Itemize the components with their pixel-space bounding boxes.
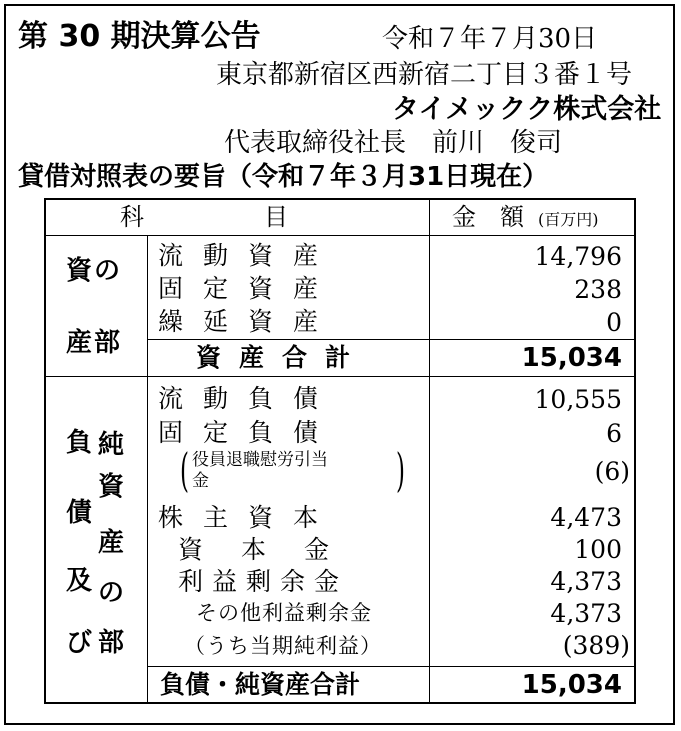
header-divider [44,235,636,236]
liab-label-left: 負 [66,428,93,458]
liability-row-value: 10,555 [534,385,622,414]
close-paren: ) [396,443,405,497]
capital-row-name: 資本金 [178,535,368,564]
grand-total-label: 負債・純資産合計 [160,670,361,699]
balance-sheet-table [44,198,636,704]
net-income-name: （うち当期純利益） [184,634,382,658]
asset-row-name: 繰延資産 [158,307,339,336]
liability-row-name: 固定負債 [158,418,339,447]
header-amount: 金 額 [452,203,524,231]
assets-section-label-top: 資の [66,256,123,286]
asset-row-name: 流動資産 [158,241,339,270]
liab-label-left: 債 [66,498,93,528]
other-retained-earnings-name: その他利益剰余金 [196,601,372,625]
retained-earnings-name: 利益剰余金 [178,567,349,596]
open-paren: ( [180,443,189,497]
header-subject: 科 目 [120,203,288,231]
assets-total-label: 資産合計 [196,343,369,372]
header-unit: (百万円) [538,210,599,229]
company-address: 東京都新宿区西新宿二丁目３番１号 [216,60,633,90]
other-retained-earnings-value: 4,373 [550,599,622,628]
retirement-allowance-line1: 役員退職慰労引当 [192,450,328,470]
column-divider-category [147,236,148,704]
asset-row-name: 固定資産 [158,274,339,303]
column-divider-amount [429,198,430,704]
equity-row-value: 4,473 [550,503,622,532]
liab-label-right: 資 [98,472,125,502]
assets-total-value: 15,034 [521,343,622,373]
asset-row-value: 0 [606,308,622,337]
notice-date: 令和７年７月30日 [382,24,598,54]
asset-row-value: 238 [574,275,622,304]
assets-total-divider [147,339,636,340]
section-divider [44,376,636,377]
notice-title: 第 30 期決算公告 [18,19,261,54]
liab-label-right: 産 [98,528,125,558]
retirement-allowance-value: (6) [594,457,630,486]
liab-label-right: 純 [98,430,125,460]
net-income-value: (389) [562,631,630,660]
retirement-allowance-line2: 金 [192,471,209,491]
retained-earnings-value: 4,373 [550,567,622,596]
grand-total-divider [147,666,636,667]
assets-section-label-bottom: 産部 [66,328,123,358]
liab-label-right: 部 [98,628,125,658]
liability-row-name: 流動負債 [158,384,339,413]
liab-label-right: の [98,578,125,608]
equity-row-name: 株主資本 [158,503,339,532]
company-name: タイメックク株式会社 [392,94,662,125]
grand-total-value: 15,034 [521,670,622,700]
liab-label-left: び [66,628,93,658]
section-title: 貸借対照表の要旨（令和７年３月31日現在） [18,162,549,192]
liab-label-left: 及 [66,566,93,596]
liability-row-value: 6 [606,419,622,448]
asset-row-value: 14,796 [534,242,622,271]
representative: 代表取締役社長 前川 俊司 [224,128,563,158]
capital-row-value: 100 [574,535,622,564]
